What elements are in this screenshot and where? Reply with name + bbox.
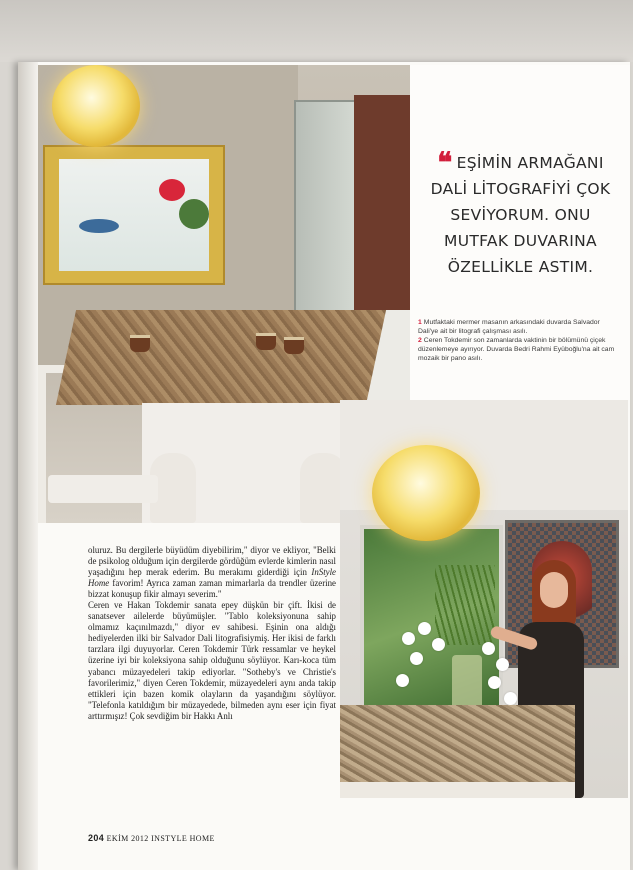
- orchid-flower: [396, 674, 409, 687]
- orchid-flower: [496, 658, 509, 671]
- article-body: [88, 545, 336, 722]
- issue-date: EKİM 2012: [106, 834, 149, 843]
- wood-cabinet: [354, 95, 410, 335]
- counter-edge: [340, 782, 575, 798]
- orchid-flower: [410, 652, 423, 665]
- blue-shape: [79, 219, 119, 233]
- paragraph-text: favorim! Ayrıca zaman zaman mimarlarla da trendler üzerine bizzat konuşup fikir almayı severim.": [88, 578, 336, 600]
- caption-text: Mutfaktaki mermer masanın arkasındaki duvarda Salvador Dali'ye ait bir litografi çalışması asılı.: [418, 319, 600, 335]
- tea-cup: [130, 335, 150, 352]
- tea-cup: [284, 337, 304, 354]
- quote-mark-icon: ❝: [437, 146, 453, 179]
- caption-item: [418, 336, 618, 363]
- orchid-flower: [432, 638, 445, 651]
- pull-quote: [418, 146, 623, 280]
- caption-item: [418, 318, 618, 336]
- chair-seat: [48, 475, 158, 503]
- paragraph-text: oluruz. Bu dergilerle büyüdüm diyebilirim," diyor ve ekliyor, "Belki de psikolog olduğum için dergilerde gördüğüm evlerde kimlerin nasıl yaşadığını hep merak ederim. Bu merakımı giderdiği için: [88, 545, 336, 578]
- orchid-flower: [418, 622, 431, 635]
- tea-cup: [256, 333, 276, 350]
- dali-lithograph-frame: [43, 145, 225, 285]
- pull-quote-text: EŞİMİN ARMAĞANI DALİ LİTOGRAFİYİ ÇOK SEVİYORUM. ONU MUTFAK DUVARINA ÖZELLİKLE ASTIM.: [430, 154, 611, 276]
- red-flower: [159, 179, 185, 201]
- caption-number: 2: [418, 337, 422, 344]
- granite-counter: [340, 705, 575, 785]
- woman-face: [540, 572, 568, 608]
- portrait-photo: [340, 400, 628, 798]
- pendant-lamp: [52, 65, 140, 147]
- dali-lithograph: [59, 159, 209, 271]
- caption-text: Ceren Tokdemir son zamanlarda vaktinin bir bölümünü çiçek düzenlemeye ayırıyor. Duvarda Bedri Rahmi Eyüboğlu'na ait cam mozaik bir pano asılı.: [418, 337, 615, 362]
- green-foliage: [179, 199, 209, 229]
- orchid-flower: [482, 642, 495, 655]
- photo-captions: [418, 318, 618, 363]
- ornamental-grass: [435, 565, 495, 645]
- page-number: 204: [88, 833, 105, 843]
- orchid-flower: [402, 632, 415, 645]
- magazine-name: InStyle Home: [88, 567, 336, 589]
- pendant-lamp: [372, 445, 480, 541]
- scan-background: [0, 0, 633, 62]
- caption-number: 1: [418, 319, 422, 326]
- orchid-flower: [504, 692, 517, 705]
- orchid-flower: [488, 676, 501, 689]
- marble-table-top: [56, 310, 386, 405]
- magazine-title: INSTYLE HOME: [151, 834, 215, 843]
- paragraph: [88, 545, 336, 600]
- paragraph: Ceren ve Hakan Tokdemir sanata epey düşkün bir çift. İkisi de sanatsever ailelerde büyümüşler. "Tablo koleksiyonuna sahip olmamız kaçınılmazdı," diyor ev sahibesi. Eşinin ona aldığı hediyelerden ilki bir Salvador Dali litografisiymiş. Her ikisi de farklı tarzlara ilgi duyuyorlar. Ceren Tokdemir Türk ressamlar ve heykel üzerine iyi bir koleksiyona sahip olduğunu söylüyor. Karı-koca tüm yabancı müzayedeleri takip ediyorlar. "Sotheby's ve Christie's favorilerimiz," diyen Ceren Tokdemir, müzayedeleri aynı anda takip ettikleri için bazen komik olayların da yaşandığını söylüyor. "Telefonla katıldığım bir müzayedede, bilmeden aynı eser için fiyat arttırmışız! Çok sevdiğim bir Hakkı Anlı: [88, 600, 336, 721]
- page-spine-shadow: [18, 62, 38, 870]
- page-footer: [88, 833, 215, 843]
